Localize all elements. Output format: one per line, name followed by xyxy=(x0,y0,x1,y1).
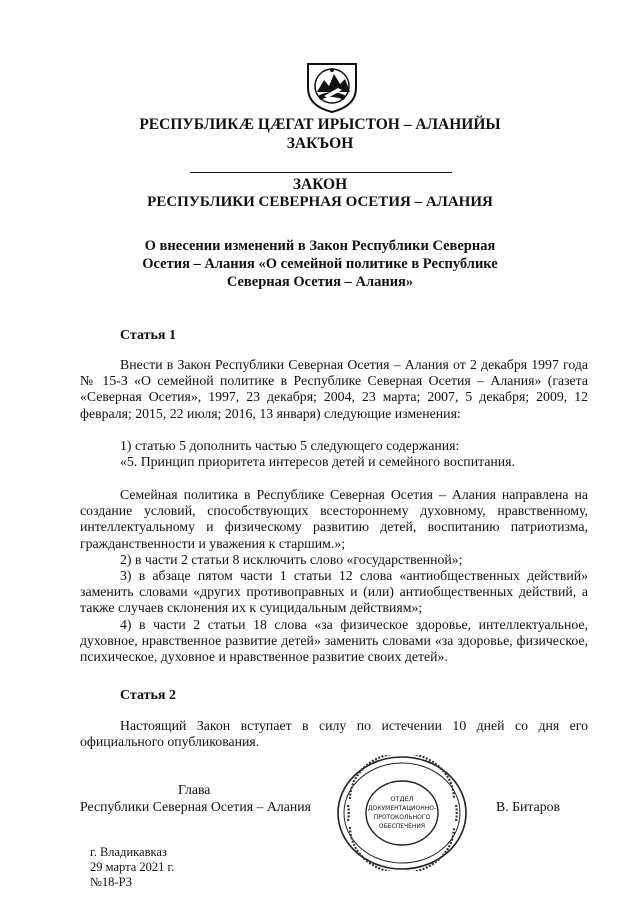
article-2-heading: Статья 2 xyxy=(120,688,176,703)
stamp-text-line-2: ДОКУМЕНТАЦИОННО- xyxy=(367,805,437,812)
republic-name-russian: РЕСПУБЛИКИ СЕВЕРНАЯ ОСЕТИЯ – АЛАНИЯ xyxy=(147,194,493,210)
article-1-item-4: 4) в части 2 статьи 18 слова «за физическое здоровье, интеллектуальное, духовное, нравственное развитие детей» заменить словами «за здоровье, физическое, психическое, духовное и нравственное развитие своих детей». xyxy=(80,617,588,665)
article-1-item-2: 2) в части 2 статьи 8 исключить слово «государственной»; xyxy=(120,552,463,567)
law-label-russian: ЗАКОН xyxy=(292,176,348,193)
republic-name-ossetian: РЕСПУБЛИКӔ ЦӔГАТ ИРЫСТОН – АЛАНИЙЫ xyxy=(139,116,501,133)
law-title-line-1: О внесении изменений в Закон Республики Северная xyxy=(144,238,496,254)
signatory-title-line-2: Республики Северная Осетия – Алания xyxy=(80,799,311,814)
law-title-line-2: Осетия – Алания «О семейной политике в Республике xyxy=(142,256,498,272)
article-1-quote-start: «5. Принцип приоритета интересов детей и семейного воспитания. xyxy=(120,454,515,469)
article-1-intro: Внести в Закон Республики Северная Осетия – Алания от 2 декабря 1997 года № 15-З «О семейной политике в Республике Северная Осетия – Алания» (газета «Северная Осетия», 1997, 23 декабря; 2004, 23 марта; 2007, 5 декабря; 2009, 12 февраля; 2015, 22 июля; 2016, 13 января) следующие изменения: xyxy=(80,357,588,421)
footer-date: 29 марта 2021 г. xyxy=(90,860,175,874)
header-divider xyxy=(190,172,452,173)
law-label-ossetian: ЗАКЪОН xyxy=(286,135,354,152)
footer-city: г. Владикавказ xyxy=(90,845,167,859)
stamp-text-line-1: ОТДЕЛ xyxy=(390,795,414,803)
signatory-title-line-1: Глава xyxy=(178,782,211,797)
coat-of-arms-icon xyxy=(304,62,360,114)
article-1-item-3: 3) в абзаце пятом части 1 статьи 12 слова «антиобщественных действий» заменить словами «других противоправных и (или) антиобщественных действий, а также случаев склонения их к суицидальным действиям»; xyxy=(80,568,588,616)
official-stamp xyxy=(336,755,468,871)
article-1-item-1: 1) статью 5 дополнить частью 5 следующего содержания: xyxy=(120,438,460,453)
footer-law-number: №18-РЗ xyxy=(90,875,132,889)
article-1-heading: Статья 1 xyxy=(120,328,176,343)
stamp-text-line-3: ПРОТОКОЛЬНОГО xyxy=(373,814,431,821)
article-2-text: Настоящий Закон вступает в силу по истечении 10 дней со дня его официального опубликования. xyxy=(80,718,588,750)
article-1-quote-body: Семейная политика в Республике Северная Осетия – Алания направлена на создание условий, способствующих всестороннему духовному, нравственному, интеллектуальному и физическому развитию детей, воспитанию патриотизма, гражданственности и уважения к старшим.»; xyxy=(80,487,588,551)
stamp-text-line-4: ОБЕСПЕЧЕНИЯ xyxy=(378,823,426,830)
signatory-name: В. Битаров xyxy=(496,799,561,814)
law-title-line-3: Северная Осетия – Алания» xyxy=(226,274,414,290)
